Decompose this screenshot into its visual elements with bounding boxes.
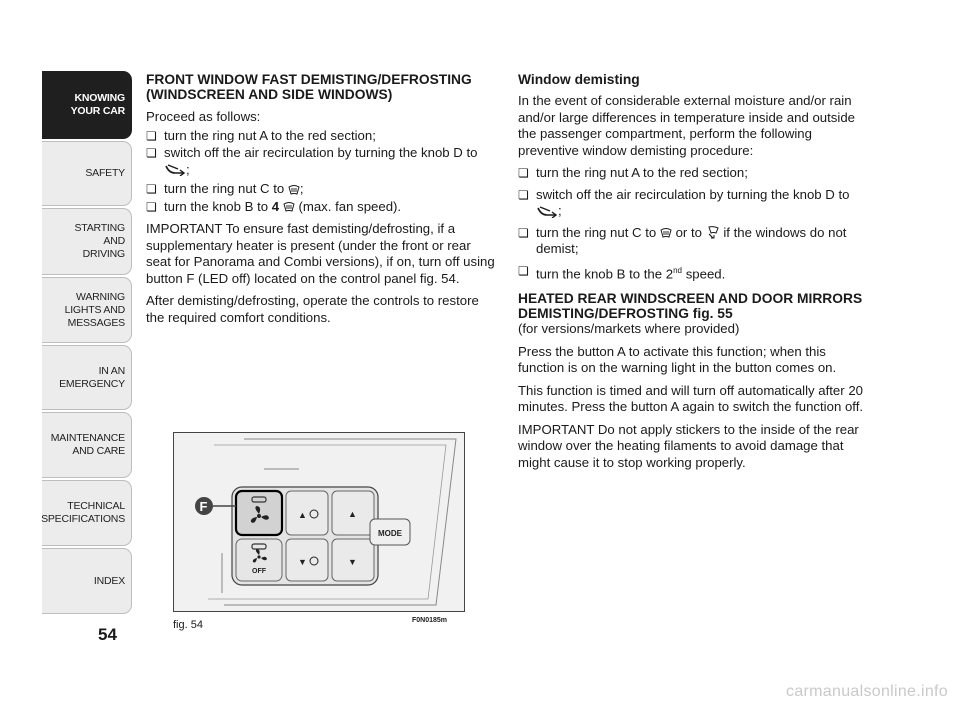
list-item: ❏ turn the ring nut A to the red section; <box>518 165 873 182</box>
svg-text:▲: ▲ <box>298 510 307 520</box>
intro-text: Proceed as follows: <box>146 109 261 124</box>
control-panel-illustration <box>174 433 464 611</box>
sidebar-tab-knowing-your-car[interactable]: KNOWING YOUR CAR <box>42 71 132 139</box>
off-label: OFF <box>252 568 266 575</box>
heated-rear-text: Press the button A to activate this function; when this function is on the warning light in the button comes on. <box>518 343 837 376</box>
list-item: ❏ switch off the air recirculation by turning the knob D to ; <box>146 145 498 178</box>
sidebar-tab-safety[interactable]: SAFETY <box>42 141 132 206</box>
temperature-up-button[interactable] <box>286 491 328 535</box>
windscreen-feet-icon <box>706 226 720 240</box>
svg-text:▲: ▲ <box>348 509 357 519</box>
list-item: ❏ switch off the air recirculation by turning the knob D to ; <box>518 187 873 220</box>
list-item: ❏ turn the ring nut C to ; <box>146 181 498 198</box>
mode-label: MODE <box>378 529 402 538</box>
window-demisting-text: In the event of considerable external moisture and/or rain and/or large differences in temperature inside and outside the passenger compartment, perform the following preventive window demisting procedure: <box>518 93 855 158</box>
temperature-down-button[interactable] <box>286 539 328 581</box>
list-item: ❏ turn the ring nut A to the red section; <box>146 128 498 145</box>
recirculation-off-icon <box>164 164 186 176</box>
windscreen-demist-icon <box>288 184 300 196</box>
sidebar-tab-maintenance[interactable]: MAINTENANCE AND CARE <box>42 412 132 478</box>
sidebar-tab-technical-specifications[interactable]: TECHNICAL SPECIFICATIONS <box>42 480 132 546</box>
left-column <box>146 72 498 326</box>
section-heading-heated-rear: HEATED REAR WINDSCREEN AND DOOR MIRRORS DEMISTING/DEFROSTING fig. 55 <box>518 291 863 322</box>
section-heading-fast-demisting: FRONT WINDOW FAST DEMISTING/DEFROSTING (WINDSCREEN AND SIDE WINDOWS) <box>146 72 472 102</box>
timer-text: This function is timed and will turn off automatically after 20 minutes. Press the button A again to switch the function off. <box>518 382 864 415</box>
recirculation-off-icon <box>536 206 558 218</box>
svg-text:▼: ▼ <box>298 557 307 567</box>
section-heading-window-demisting: Window demisting <box>518 72 640 87</box>
windscreen-demist-icon <box>660 227 672 239</box>
stickers-warning: IMPORTANT Do not apply stickers to the inside of the rear window over the heating filaments to avoid damage that might cause it to stop working properly. <box>518 421 859 470</box>
sidebar-tab-starting-and-driving[interactable]: STARTING AND DRIVING <box>42 208 132 275</box>
list-item: ❏ turn the knob B to 4 (max. fan speed). <box>146 199 498 216</box>
sidebar-tab-index[interactable]: INDEX <box>42 548 132 614</box>
callout-f-label: F <box>199 499 208 514</box>
list-item: ❏ turn the knob B to the 2nd speed. <box>518 263 873 283</box>
list-item: ❏ turn the ring nut C to or to if the windows do not demist; <box>518 225 873 258</box>
versions-note: (for versions/markets where provided) <box>518 321 740 337</box>
figure-caption: fig. 54 <box>173 619 203 631</box>
page-number: 54 <box>98 625 117 644</box>
windscreen-demist-icon <box>283 201 295 213</box>
figure-54-control-panel <box>173 432 465 612</box>
after-note: After demisting/defrosting, operate the controls to restore the required comfort conditions. <box>146 293 479 325</box>
sidebar-tab-warning-lights[interactable]: WARNING LIGHTS AND MESSAGES <box>42 277 132 343</box>
watermark: carmanualsonline.info <box>786 683 948 700</box>
figure-code: F0N0185m <box>412 617 448 624</box>
svg-text:▼: ▼ <box>348 557 357 567</box>
right-column <box>518 72 873 471</box>
important-note: IMPORTANT To ensure fast demisting/defrosting, if a supplementary heater is present (under the front or rear seat for Panorama and Combi versions), if on, turn off using button F (LED off) located on the control panel fig. 54. <box>146 221 495 286</box>
sidebar-tab-in-an-emergency[interactable]: IN AN EMERGENCY <box>42 345 132 410</box>
